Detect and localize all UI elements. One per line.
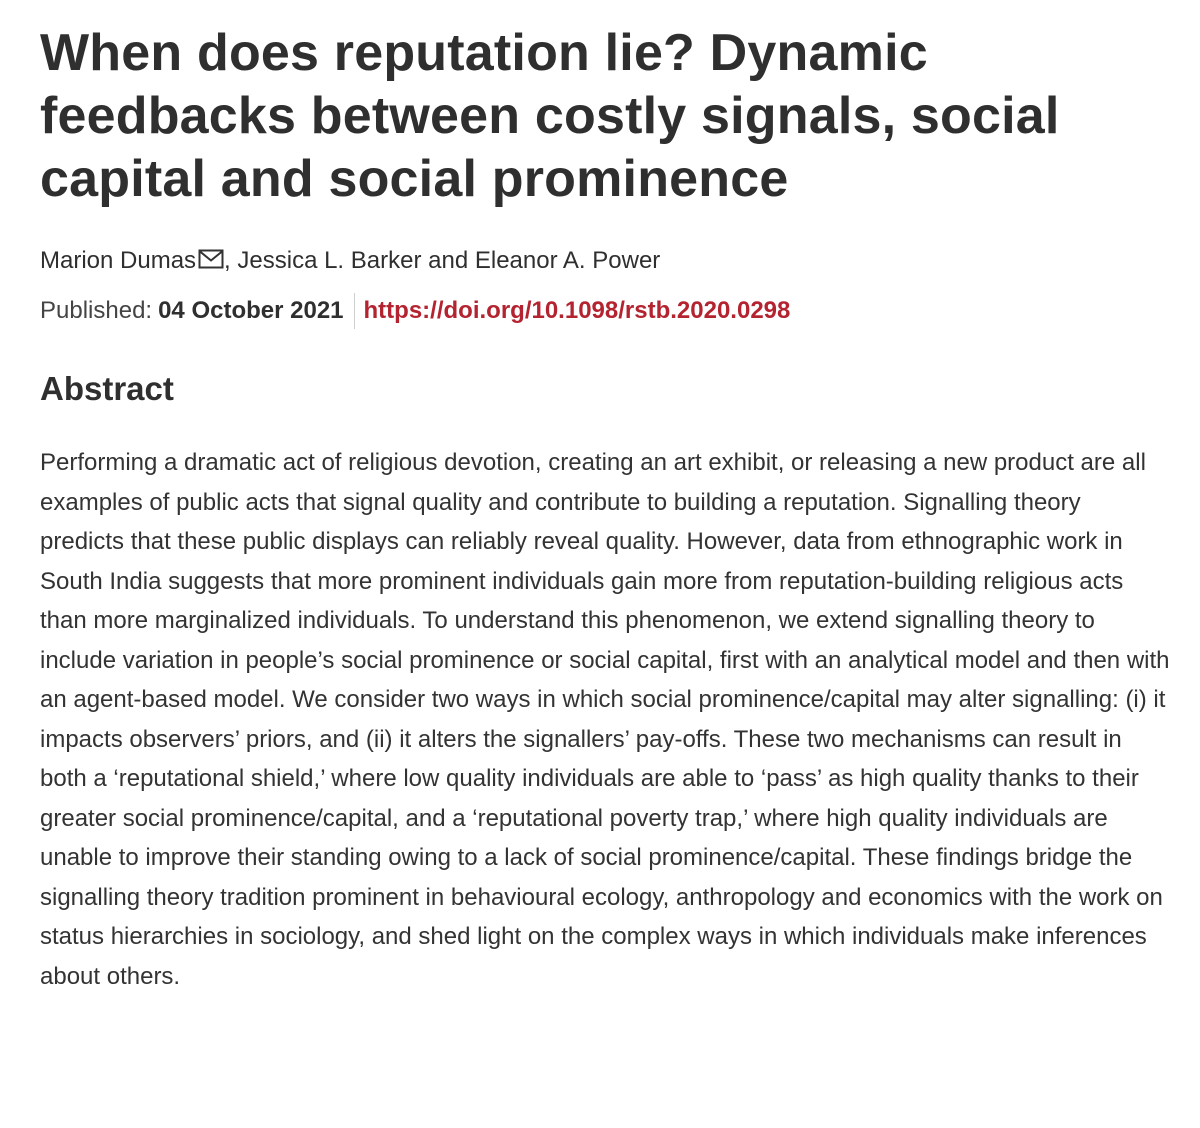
author-separator: , — [224, 247, 238, 274]
mail-icon[interactable] — [198, 246, 224, 266]
author-link-eleanor-power[interactable]: Eleanor A. Power — [474, 247, 661, 274]
doi-link[interactable]: https://doi.org/10.1098/rstb.2020.0298 — [363, 297, 791, 324]
abstract-text: Performing a dramatic act of religious devotion, creating an art exhibit, or releasing a new product are all examples of public acts that signal quality and contribute to building a reputation. Signalling theory predicts that these public displays can reliably reveal quality. However, data from ethnographic work in South India suggests that more prominent individuals gain more from reputation-building religious acts than more marginalized individuals. To understand this phenomenon, we extend signalling theory to include variation in people’s social prominence or social capital, first with an analytical model and then with an agent-based model. We consider two ways in which social prominence/capital may alter signalling: (i) it impacts observers’ priors, and (ii) it alters the signallers’ pay-offs. These two mechanisms can result in both a ‘reputational shield,’ where low quality individuals are able to ‘pass’ as high quality thanks to their greater social prominence/capital, and a ‘reputational poverty trap,’ where high quality individuals are unable to improve their standing owing to a lack of social prominence/capital. These findings bridge the signalling theory tradition prominent in behavioural ecology, anthropology and economics with the work on status hierarchies in sociology, and shed light on the complex ways in which individuals make inferences about others. — [40, 449, 1170, 990]
abstract-heading: Abstract — [40, 370, 174, 407]
author-link-jessica-barker[interactable]: Jessica L. Barker — [237, 247, 422, 274]
published-date: 04 October 2021 — [158, 297, 344, 324]
article-title: When does reputation lie? Dynamic feedbacks between costly signals, social capital and social prominence — [40, 24, 1060, 208]
article-page — [40, 0, 1170, 996]
publication-meta — [40, 293, 1170, 329]
author-list — [40, 245, 1170, 277]
author-separator: and — [421, 247, 475, 274]
published-label: Published: — [40, 297, 153, 324]
meta-divider — [354, 293, 355, 329]
author-link-marion-dumas[interactable]: Marion Dumas — [40, 247, 197, 274]
